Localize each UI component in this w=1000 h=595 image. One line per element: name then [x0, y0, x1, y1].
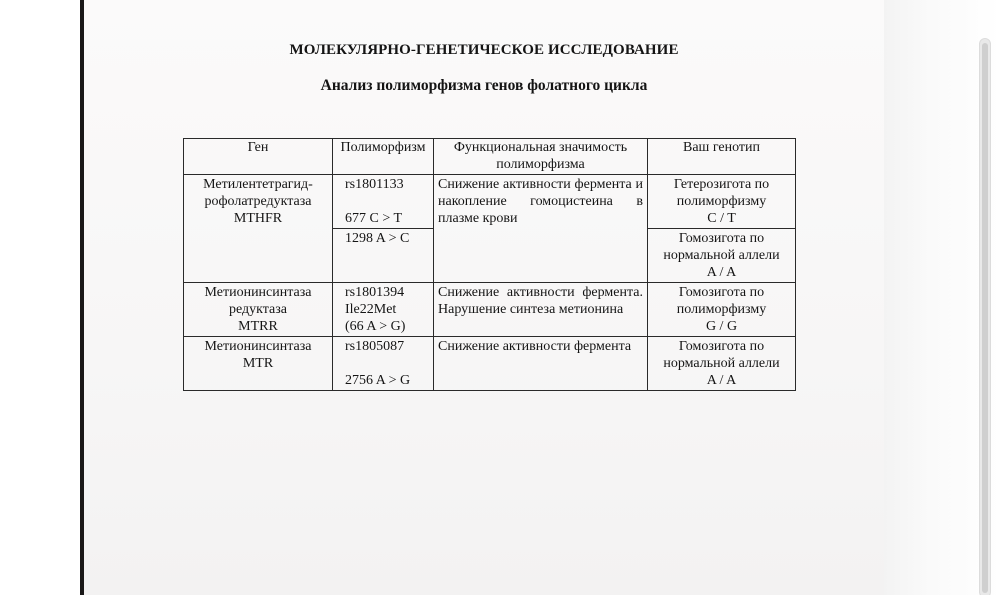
significance-cell: Снижение активности фермента. Нарушение синтеза метионина: [434, 283, 648, 337]
gene-line: редуктаза: [228, 302, 288, 317]
vertical-scrollbar[interactable]: [979, 38, 991, 595]
gene-cell: [184, 175, 333, 283]
header-significance: Функциональная значимость полиморфизма: [434, 139, 648, 175]
polymorphism-line: 677 C > T: [345, 211, 403, 226]
genotype-line: G / G: [705, 319, 738, 334]
polymorphism-cell: [333, 175, 434, 229]
genotype-line: Гомозигота по: [678, 231, 765, 246]
genotype-line: A / A: [706, 265, 737, 280]
blank-line: [345, 193, 429, 210]
document-subtitle: Анализ полиморфизма генов фолатного цикла: [320, 77, 648, 94]
polymorphism-line: rs1801394: [345, 285, 405, 300]
polymorphism-line: Ile22Met: [345, 302, 397, 317]
genotype-line: нормальной аллели: [663, 248, 780, 263]
gene-line: рофолатредуктаза: [204, 194, 312, 209]
genotype-line: A / A: [706, 373, 737, 388]
table-row: [184, 283, 796, 337]
genotype-line: Гомозигота по: [678, 339, 765, 354]
blank-line: [345, 355, 429, 372]
gene-line: Метионинсинтаза: [204, 339, 312, 354]
gene-line: MTHFR: [233, 211, 283, 226]
folate-genes-table: [183, 138, 796, 391]
genotype-line: Гетерозигота по: [673, 177, 770, 192]
polymorphism-cell: [333, 283, 434, 337]
scrollbar-thumb[interactable]: [982, 43, 988, 593]
genotype-line: полиморфизму: [676, 194, 767, 209]
header-genotype: Ваш генотип: [648, 139, 796, 175]
gene-line: Метионинсинтаза: [204, 285, 312, 300]
genotype-cell: [648, 283, 796, 337]
background-left: [0, 0, 84, 595]
polymorphism-line: rs1805087: [345, 339, 405, 354]
polymorphism-line: 1298 A > C: [345, 231, 410, 246]
genotype-cell: [648, 175, 796, 229]
table-row: [184, 337, 796, 391]
significance-cell: Снижение активности фермента и накопление гомоцистеина в плазме крови: [434, 175, 648, 283]
header-gene: Ген: [184, 139, 333, 175]
table-row: [184, 175, 796, 229]
gene-line: MTRR: [238, 319, 278, 334]
polymorphism-line: (66 A > G): [345, 319, 406, 334]
gene-line: MTR: [242, 356, 274, 371]
table-header-row: [184, 139, 796, 175]
polymorphism-line: 2756 A > G: [345, 373, 411, 388]
header-polymorphism: Полиморфизм: [333, 139, 434, 175]
genotype-line: полиморфизму: [676, 302, 767, 317]
gene-cell: [184, 283, 333, 337]
polymorphism-cell: [333, 337, 434, 391]
polymorphism-cell: [333, 229, 434, 283]
genotype-line: нормальной аллели: [663, 356, 780, 371]
document-title: МОЛЕКУЛЯРНО-ГЕНЕТИЧЕСКОЕ ИССЛЕДОВАНИЕ: [289, 42, 679, 58]
significance-cell: Снижение активности фермента: [434, 337, 648, 391]
gene-cell: [184, 337, 333, 391]
genotype-line: Гомозигота по: [678, 285, 765, 300]
genotype-cell: [648, 229, 796, 283]
polymorphism-line: rs1801133: [345, 177, 404, 192]
gene-line: Метилентетрагид-: [203, 177, 313, 192]
genotype-line: C / T: [707, 211, 736, 226]
genotype-cell: [648, 337, 796, 391]
